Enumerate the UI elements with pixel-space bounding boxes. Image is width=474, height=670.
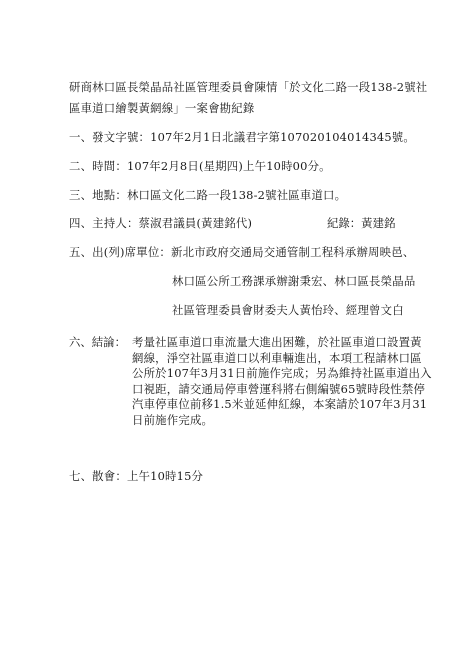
conclusion-line: 汽車停車位前移1.5米並延伸紅線，本案請於107年3月31 [132,397,428,412]
item-conclusion-body [132,337,432,431]
document-title [69,77,449,119]
title-line-1: 研商林口區長榮晶品社區管理委員會陳情「於文化二路一段138-2號社 [69,80,428,94]
conclusion-line: 考量社區車道口車流量大進出困難，於社區車道口設置黃 [132,335,422,349]
item-place: 三、地點：林口區文化二路一段138-2號社區車道口。 [69,188,347,202]
conclusion-line: 網線，淨空社區車道口以利車輛進出，本項工程請林口區 [132,350,422,365]
item-attendees-line-1: 五、出(列)席單位：新北市政府交通局交通管制工程科承辦周映邑、 [69,245,415,259]
conclusion-line: 公所於107年3月31日前施作完成；另為維持社區車道出入 [132,366,432,381]
item-host: 四、主持人：蔡淑君議員(黃建銘代) [69,216,253,230]
item-attendees-line-2: 林口區公所工務課承辦謝秉宏、林口區長榮晶品 [172,274,416,288]
item-time: 二、時間：107年2月8日(星期四)上午10時00分。 [69,159,331,173]
item-attendees-line-3: 社區管理委員會財委夫人黃怡玲、經理曾文白 [172,303,404,317]
item-conclusion-label: 六、結論： [69,335,126,349]
conclusion-line: 日前施作完成。 [132,412,214,427]
title-line-2: 區車道口繪製黃網線」一案會勘紀錄 [69,101,255,115]
item-doc-number: 一、發文字號：107年2月1日北議君字第107020104014345號。 [69,130,415,144]
conclusion-line: 口視距，請交通局停車營運科將右側編號65號時段性禁停 [132,381,426,396]
item-recorder: 紀錄：黃建銘 [327,216,396,230]
item-adjourn: 七、散會：上午10時15分 [69,469,204,483]
